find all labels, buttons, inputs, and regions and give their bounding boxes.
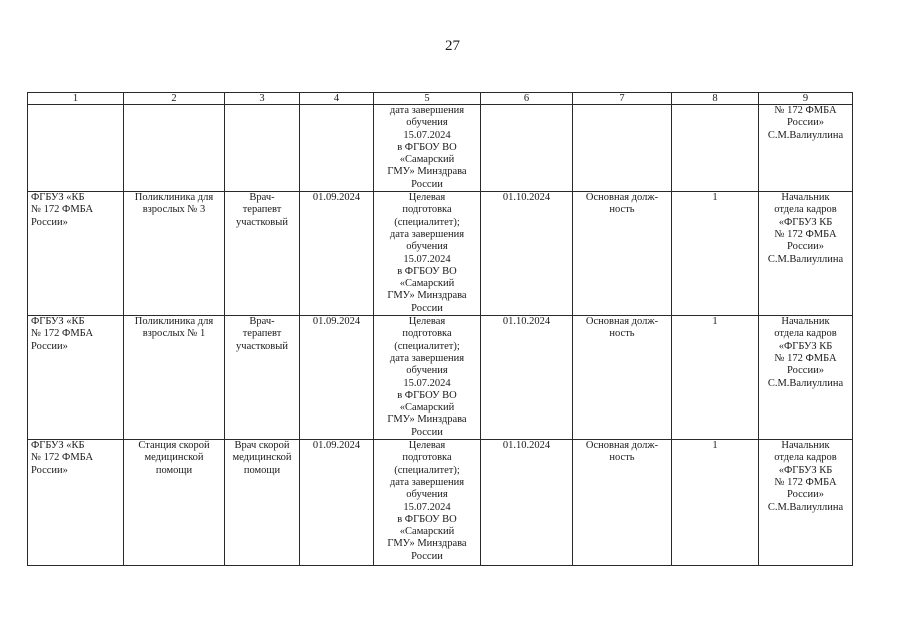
header-col-6: 6 (481, 93, 573, 105)
start-date-cell: 01.09.2024 (300, 440, 374, 566)
header-col-1: 1 (28, 93, 124, 105)
table-row (28, 316, 853, 440)
header-col-5: 5 (374, 93, 481, 105)
header-col-2: 2 (124, 93, 225, 105)
header-col-9: 9 (759, 93, 853, 105)
training-cell: Целевая подготовка (специалитет); дата завершения обучения 15.07.2024 в ФГБОУ ВО «Самарский ГМУ» Минздрава России (374, 316, 481, 440)
division-cell: Поликлиника для взрослых № 1 (124, 316, 225, 440)
organization-cell: ФГБУЗ «КБ № 172 ФМБА России» (28, 440, 124, 566)
count-cell (672, 105, 759, 192)
training-cell: дата завершения обучения 15.07.2024 в ФГБОУ ВО «Самарский ГМУ» Минздрава России (374, 105, 481, 192)
count-cell: 1 (672, 192, 759, 316)
organization-cell: ФГБУЗ «КБ № 172 ФМБА России» (28, 316, 124, 440)
position-cell (225, 105, 300, 192)
work-date-cell: 01.10.2024 (481, 440, 573, 566)
vacancy-table (27, 92, 853, 566)
page-number: 27 (445, 38, 460, 54)
work-type-cell: Основная долж- ность (573, 192, 672, 316)
position-cell: Врач скорой медицинской помощи (225, 440, 300, 566)
division-cell (124, 105, 225, 192)
organization-cell: ФГБУЗ «КБ № 172 ФМБА России» (28, 192, 124, 316)
training-cell: Целевая подготовка (специалитет); дата завершения обучения 15.07.2024 в ФГБОУ ВО «Самарский ГМУ» Минздрава России (374, 440, 481, 566)
work-date-cell (481, 105, 573, 192)
header-col-4: 4 (300, 93, 374, 105)
count-cell: 1 (672, 440, 759, 566)
position-cell: Врач- терапевт участковый (225, 316, 300, 440)
work-date-cell: 01.10.2024 (481, 316, 573, 440)
header-col-7: 7 (573, 93, 672, 105)
contact-cell: Начальник отдела кадров «ФГБУЗ КБ № 172 ФМБА России» С.М.Валиуллина (759, 316, 853, 440)
division-cell: Поликлиника для взрослых № 3 (124, 192, 225, 316)
header-col-8: 8 (672, 93, 759, 105)
table-row (28, 192, 853, 316)
header-col-3: 3 (225, 93, 300, 105)
work-type-cell: Основная долж- ность (573, 440, 672, 566)
organization-cell (28, 105, 124, 192)
work-type-cell: Основная долж- ность (573, 316, 672, 440)
contact-cell: № 172 ФМБА России» С.М.Валиуллина (759, 105, 853, 192)
table-row (28, 105, 853, 192)
training-cell: Целевая подготовка (специалитет); дата завершения обучения 15.07.2024 в ФГБОУ ВО «Самарский ГМУ» Минздрава России (374, 192, 481, 316)
start-date-cell (300, 105, 374, 192)
count-cell: 1 (672, 316, 759, 440)
header-row (28, 93, 853, 105)
table-row (28, 440, 853, 566)
work-date-cell: 01.10.2024 (481, 192, 573, 316)
work-type-cell (573, 105, 672, 192)
start-date-cell: 01.09.2024 (300, 316, 374, 440)
contact-cell: Начальник отдела кадров «ФГБУЗ КБ № 172 ФМБА России» С.М.Валиуллина (759, 440, 853, 566)
contact-cell: Начальник отдела кадров «ФГБУЗ КБ № 172 ФМБА России» С.М.Валиуллина (759, 192, 853, 316)
table-header (28, 93, 853, 105)
position-cell: Врач- терапевт участковый (225, 192, 300, 316)
start-date-cell: 01.09.2024 (300, 192, 374, 316)
table-body (28, 105, 853, 566)
division-cell: Станция скорой медицинской помощи (124, 440, 225, 566)
